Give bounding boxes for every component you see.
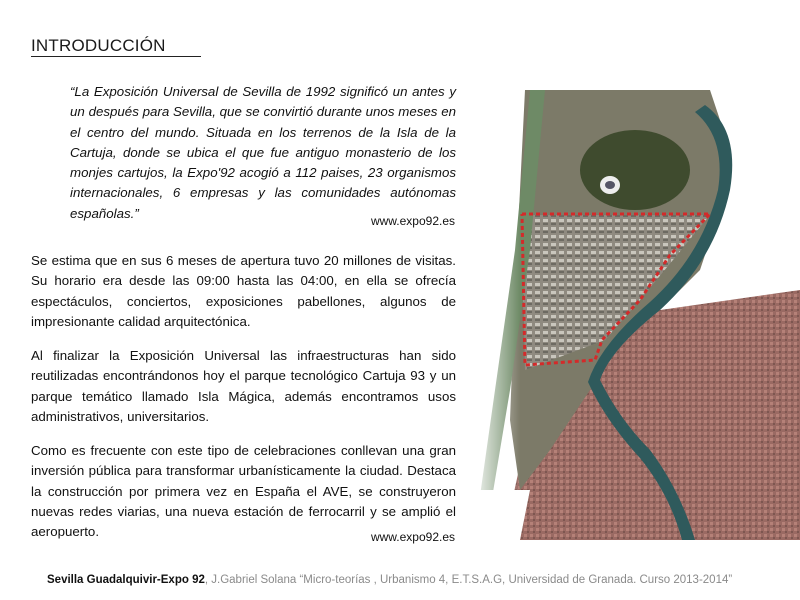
paragraph-source: www.expo92.es	[370, 530, 455, 544]
footer-citation: , J.Gabriel Solana “Micro-teorías , Urbanismo 4, E.T.S.A.G, Universidad de Granada. Curso 2013-2014”	[204, 574, 733, 586]
aerial-map-image	[470, 90, 800, 540]
paragraph-investment: Como es frecuente con este tipo de celebraciones conllevan una gran inversión pública para transformar urbanísticamente la ciudad. Destaca la construcción por primera vez en España el AVE, se construyeron nuevas redes viarias, una nueva estación de ferrocarril y se amplió el aeropuerto.	[31, 443, 456, 540]
footer-credit	[47, 574, 732, 586]
park	[580, 130, 690, 210]
paragraph-visits: Se estima que en sus 6 meses de apertura tuvo 20 millones de visitas. Su horario era desde las 09:00 hasta las 04:00, en ella se ofrecía espectáculos, conciertos, exposiciones pabellones, algunos de impresionante calidad arquitectónica.	[31, 253, 456, 329]
paragraph-reuse: Al finalizar la Exposición Universal las infraestructuras han sido reutilizadas encontrándonos hoy el parque tecnológico Cartuja 93 y un parque temático llamado Isla Mágica, además encontramos usos administrativos, universitarios.	[31, 348, 456, 424]
intro-quote: “La Exposición Universal de Sevilla de 1992 significó un antes y un después para Sevilla, que se convirtió durante unos meses en el centro del mundo. Situada en los terrenos de la Isla de la Cartuja, donde se ubica el que fue antiguo monasterio de los monjes cartujos, la Expo'92 acogió a 112 paises, 23 organismos internacionales, 6 empresas y las comunidades autónomas españolas.”	[70, 84, 456, 221]
title-underline	[31, 56, 201, 57]
quote-source: www.expo92.es	[370, 214, 455, 228]
footer-title: Sevilla Guadalquivir-Expo 92	[47, 574, 205, 586]
page-title: INTRODUCCIÓN	[31, 36, 166, 55]
